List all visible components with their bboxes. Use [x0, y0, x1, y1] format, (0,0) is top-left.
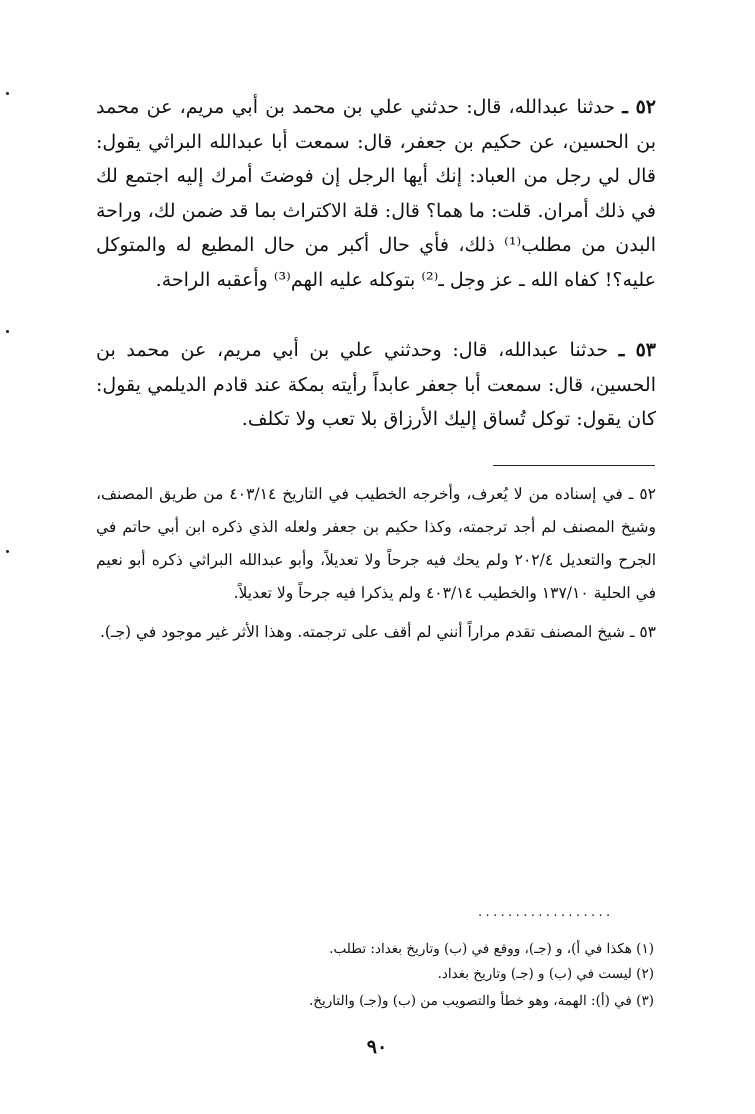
footnote-3: (٣) في (أ): الهمة، وهو خطأ والتصويب من (ب) و(جـ) والتاريخ.	[308, 993, 654, 1009]
footnote-2: (٢) ليست في (ب) و (جـ) وتاريخ بغداد.	[437, 966, 654, 982]
commentary-divider	[493, 465, 655, 466]
page-number: ٩٠	[366, 1036, 388, 1058]
hadith-text: حدثنا عبدالله، قال: وحدثني علي بن أبي مريم، عن محمد بن الحسين، قال: سمعت أبا جعفر عابداً رأيته بمكة عند قادم الديلمي يقول: كان يقول: توكل تُساق إليك الأرزاق بلا تعب ولا تكلف.	[96, 339, 656, 430]
commentary-53	[96, 616, 656, 649]
scan-mark	[6, 92, 9, 95]
hadith-text: حدثنا عبدالله، قال: حدثني علي بن محمد بن أبي مريم، عن محمد بن الحسين، عن حكيم بن جعفر، قال: سمعت أبا عبدالله البراثي يقول: قال لي رجل من العباد: إنك أيها الرجل إن فوضتَ أمرك إليه اجتمع لك في ذلك أمران. قلت: ما هما؟ قال: قلة الاكتراث بما قد ضمن لك، وراحة البدن من مطلب⁽¹⁾ ذلك، فأي حال أكبر من حال المطيع له والمتوكل عليه؟! كفاه الله ـ عز وجل ـ⁽²⁾ بتوكله عليه الهم⁽³⁾ وأعقبه الراحة.	[96, 96, 656, 291]
hadith-number: ٥٢ ـ	[622, 96, 656, 118]
hadith-52	[96, 90, 656, 297]
scan-mark	[6, 330, 9, 333]
commentary-text: ٥٢ ـ في إسناده من لا يُعرف، وأخرجه الخطيب في التاريخ ٤٠٣/١٤ من طريق المصنف، وشيخ المصنف لم أجد ترجمته، وكذا حكيم بن جعفر ولعله الذي ذكره ابن أبي حاتم في الجرح والتعديل ٢٠٢/٤ ولم يحك فيه جرحاً ولا تعديلاً، وأبو عبدالله البراثي ذكره أبو نعيم في الحلية ١٣٧/١٠ والخطيب ٤٠٣/١٤ ولم يذكرا فيه جرحاً ولا تعديلاً.	[96, 485, 656, 602]
commentary-text: ٥٣ ـ شيخ المصنف تقدم مراراً أنني لم أقف على ترجمته. وهذا الأثر غير موجود في (جـ).	[99, 623, 656, 641]
footnote-separator: ..................	[478, 906, 614, 920]
commentary-52	[96, 478, 656, 610]
hadith-number: ٥٣ ـ	[618, 339, 656, 361]
scan-mark	[6, 550, 9, 553]
footnote-1: (١) هكذا في أ)، و (جـ)، ووقع في (ب) وتاريخ بغداد: تطلب.	[329, 941, 654, 957]
hadith-53	[96, 333, 656, 437]
